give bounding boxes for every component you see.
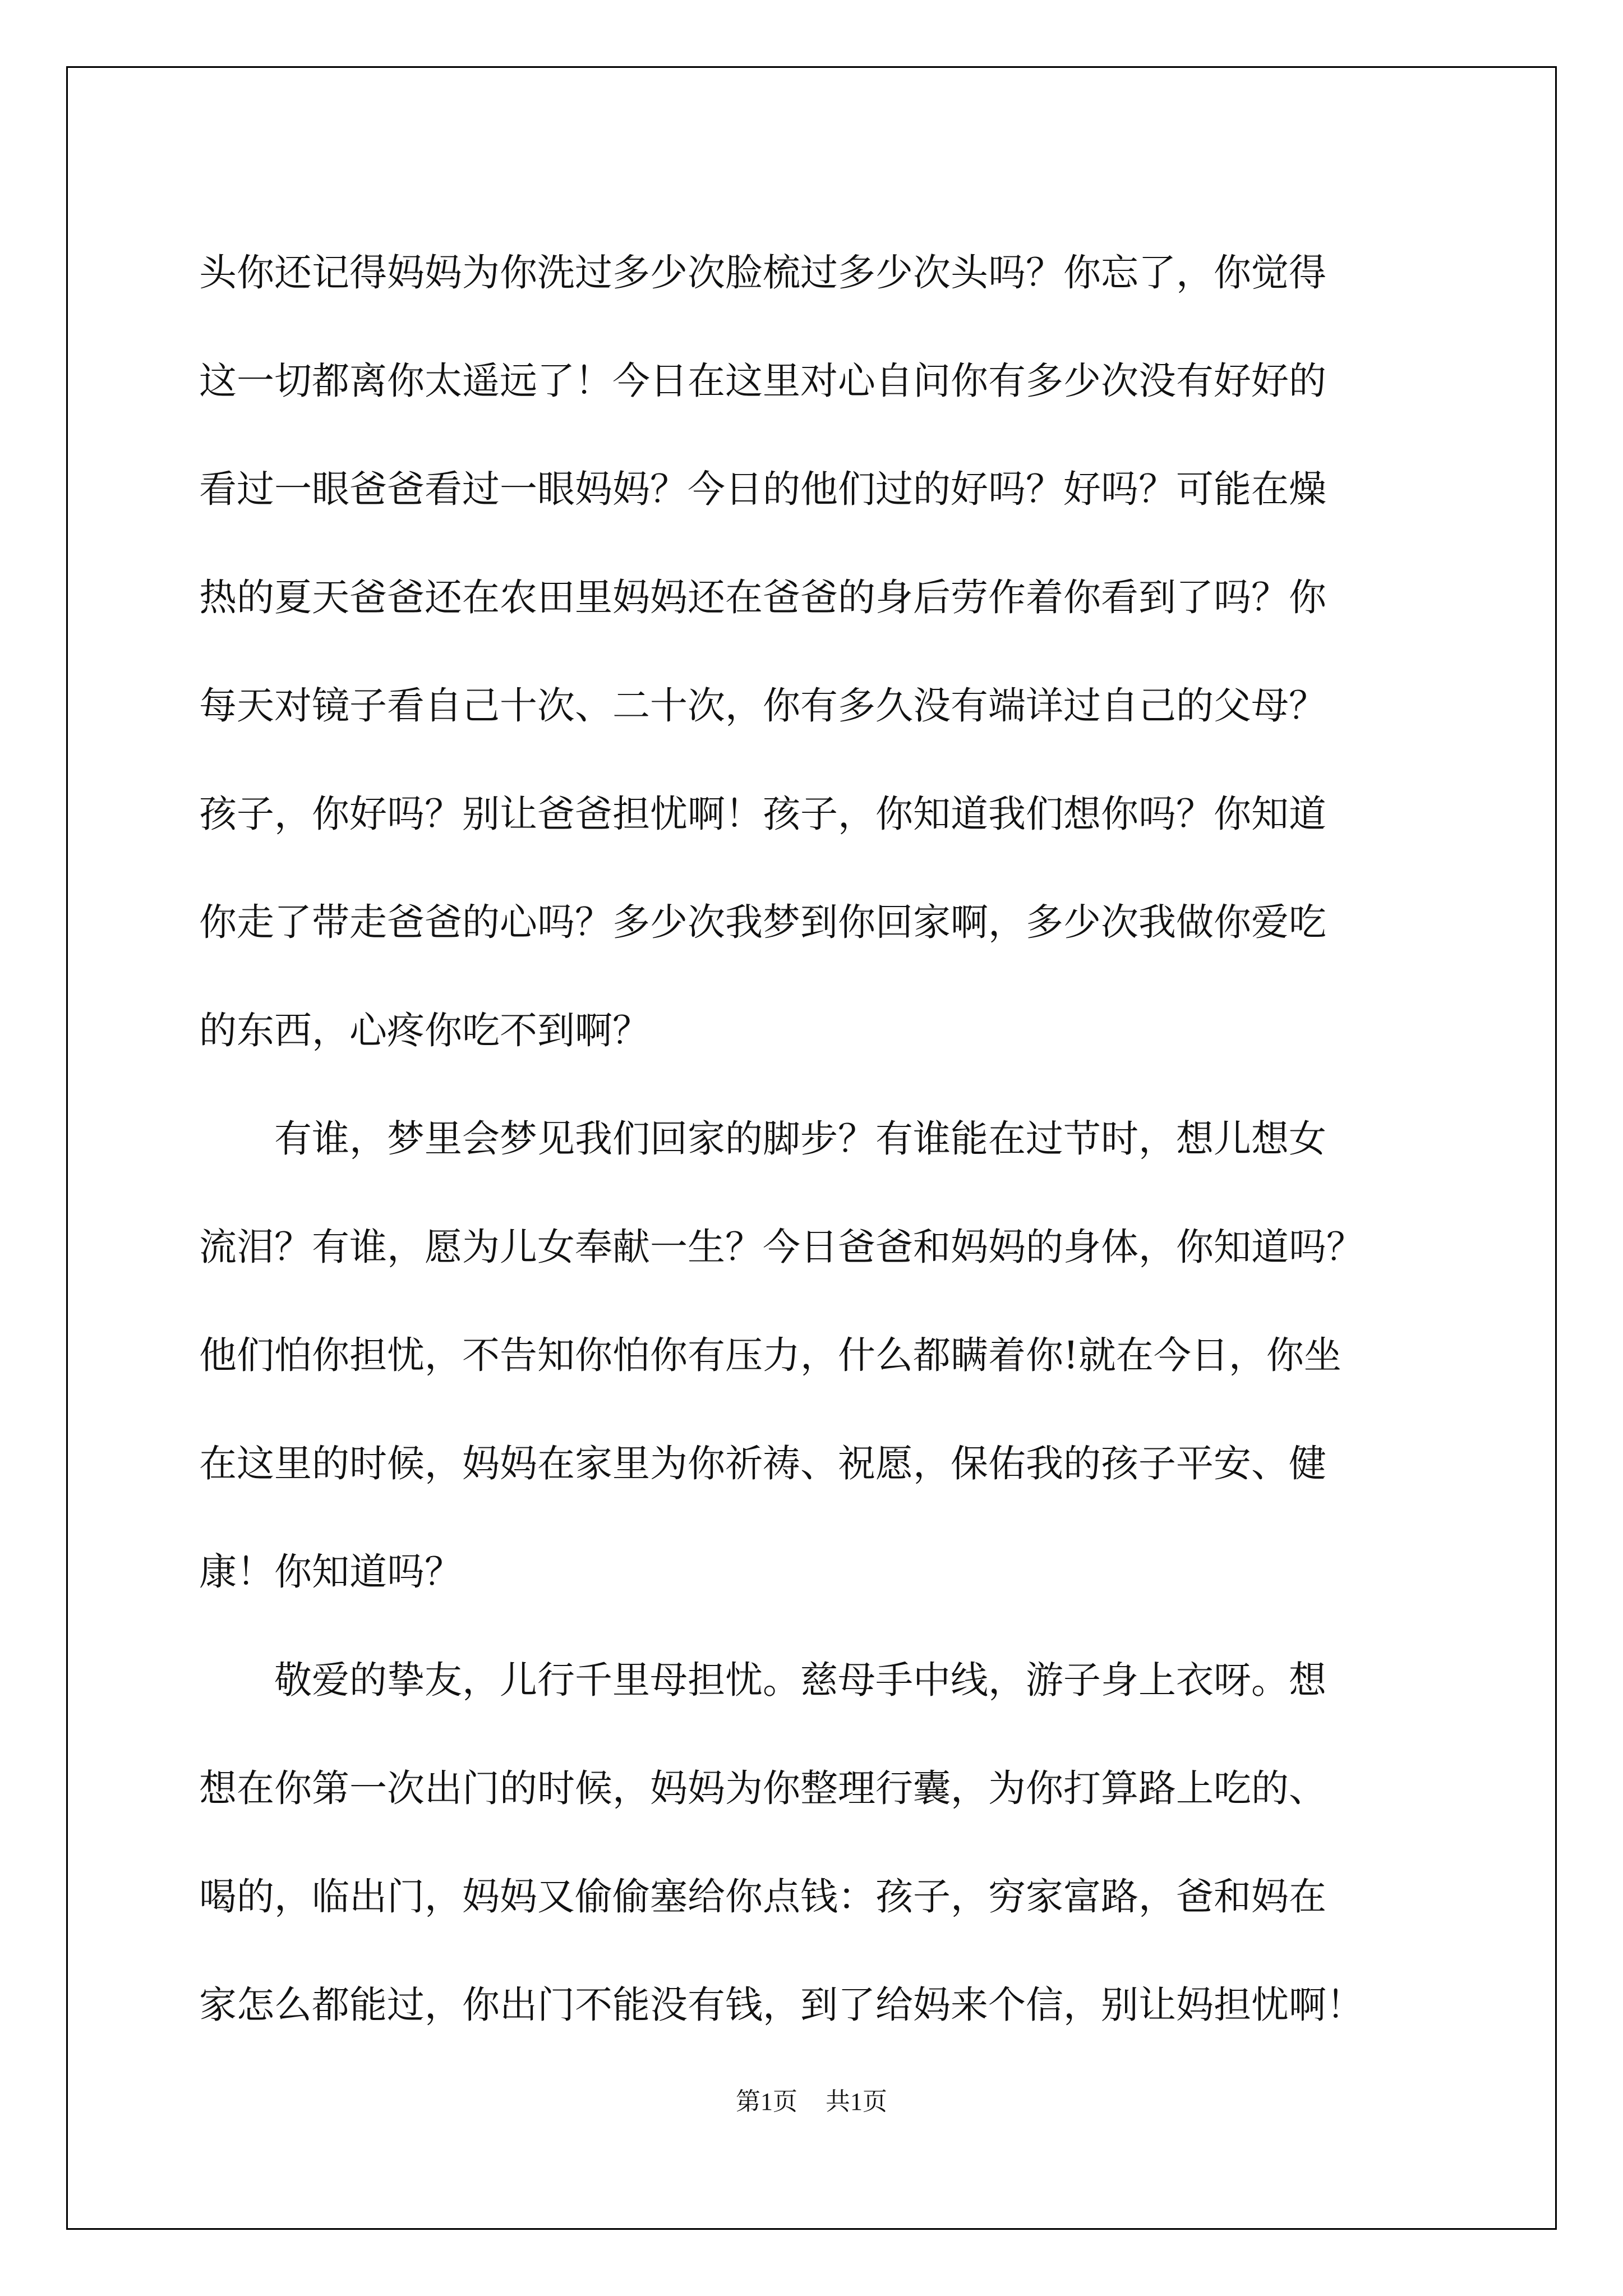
text-line: 头你还记得妈妈为你洗过多少次脸梳过多少次头吗？你忘了，你觉得: [199, 251, 1326, 295]
text-line: 有谁，梦里会梦见我们回家的脚步？有谁能在过节时，想儿想女: [199, 1117, 1326, 1161]
text-line: 的东西，心疼你吃不到啊？: [199, 1009, 650, 1052]
text-line: 家怎么都能过，你出门不能没有钱，到了给妈来个信，别让妈担忧啊！: [199, 1983, 1364, 2027]
page-footer: [0, 2085, 1623, 2119]
page-total: 共1页: [826, 2088, 887, 2115]
paragraph-3: [199, 1626, 1455, 2059]
document-body: [199, 219, 1455, 2059]
text-line: 每天对镜子看自己十次、二十次，你有多久没有端详过自己的父母？: [199, 684, 1326, 728]
paragraph-1: [199, 219, 1455, 1085]
text-line: 康！你知道吗？: [199, 1550, 462, 1594]
text-line: 孩子，你好吗？别让爸爸担忧啊！孩子，你知道我们想你吗？你知道: [199, 792, 1326, 836]
text-line: 这一切都离你太遥远了！今日在这里对心自问你有多少次没有好好的: [199, 359, 1326, 403]
text-line: 流泪？有谁，愿为儿女奉献一生？今日爸爸和妈妈的身体，你知道吗？: [199, 1225, 1364, 1269]
text-line: 他们怕你担忧，不告知你怕你有压力，什么都瞒着你!就在今日，你坐: [199, 1333, 1341, 1377]
text-line: 你走了带走爸爸的心吗？多少次我梦到你回家啊，多少次我做你爱吃: [199, 900, 1326, 944]
text-line: 在这里的时候，妈妈在家里为你祈祷、祝愿，保佑我的孩子平安、健: [199, 1442, 1326, 1485]
text-line: 热的夏天爸爸还在农田里妈妈还在爸爸的身后劳作着你看到了吗？你: [199, 576, 1326, 619]
page-number: 第1页: [736, 2088, 797, 2115]
text-line: 敬爱的挚友，儿行千里母担忧。慈母手中线，游子身上衣呀。想: [199, 1658, 1326, 1702]
paragraph-2: [199, 1085, 1455, 1626]
text-line: 想在你第一次出门的时候，妈妈为你整理行囊，为你打算路上吃的、: [199, 1766, 1326, 1810]
text-line: 喝的，临出门，妈妈又偷偷塞给你点钱：孩子，穷家富路，爸和妈在: [199, 1875, 1326, 1918]
text-line: 看过一眼爸爸看过一眼妈妈？今日的他们过的好吗？好吗？可能在燥: [199, 467, 1326, 511]
